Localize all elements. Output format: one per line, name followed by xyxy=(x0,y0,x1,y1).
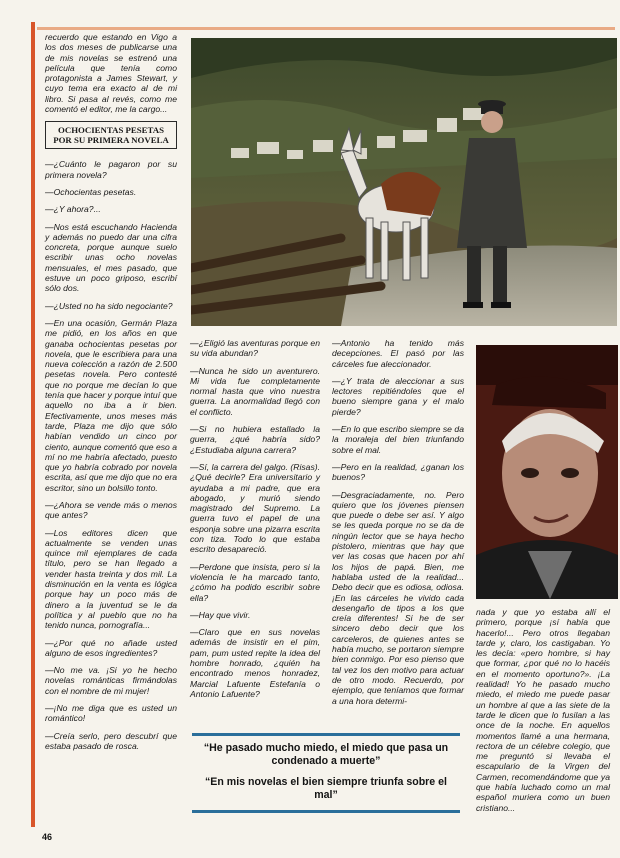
pull-quote-top-rule xyxy=(192,733,460,736)
paragraph: —Nunca he sido un aventurero. Mi vida fue completamente normal hasta que vino nuestra guerra. La anormalidad llegó con el conflicto. xyxy=(190,365,320,417)
page-number: 46 xyxy=(42,832,53,842)
top-accent-rule xyxy=(37,27,615,30)
pull-quote-1: “He pasado mucho miedo, el miedo que pasa un condenado a muerte” xyxy=(203,742,449,767)
paragraph: —Perdone que insista, pero si la violencia le ha marcado tanto, ¿cómo ha podido escribir sobre ella? xyxy=(190,561,320,603)
column-3 xyxy=(332,338,464,713)
paragraph: —Pero en la realidad, ¿ganan los buenos? xyxy=(332,461,464,483)
paragraph: —¿Y trata de aleccionar a sus lectores repitiéndoles que el bueno siempre gana y el malo pierde? xyxy=(332,375,464,417)
pull-quote xyxy=(188,733,464,813)
paragraph: —Claro que en sus novelas además de insistir en el pim, pam, pum usted repite la idea del hombre honrado, ¿quién ha encontrado menos honradez, Marcial Lafuente Estefanía o Antonio Lafuente? xyxy=(190,627,320,699)
landscape-photo-illustration xyxy=(191,38,617,326)
paragraph: —Hay que vivir. xyxy=(190,609,251,620)
paragraph: —En una ocasión, Germán Plaza me pidió, en los años en que ganaba ochocientas pesetas por novela, que le escribiera para una nueva colección a razón de 2.500 pesetas novela. Pero contesté que no porque me decían lo que tenía que hacer y porque intuí que aquello no iba a ir bien. Efectivamente, unos meses más tarde, Plaza me dijo que sólo habían vendido un cinco por ciento, aunque comentó que eso a mí no me habría afectado, puesto que yo habría cobrado por novela escrita, así que me dijo que no era escritor, sino un bolsillo tonto. xyxy=(45,317,177,493)
left-accent-rule xyxy=(31,22,35,827)
paragraph: —¿Usted no ha sido negociante? xyxy=(45,300,173,311)
paragraph: —Desgraciadamente, no. Pero quiero que los jóvenes piensen que puede o debe ser así. Y algo se les queda porque no se da de ningún lector que se haya hecho pistolero, mientras que hay que ver las cosas que hacen por ahí los hijos de papá. Bien, me hablaba usted de la realidad... Debo decir que es odiosa, odiosa. ¡En las cárceles he vivido cada desengaño de tipos a los que creía diferentes! Si he de ser sincero debo decir que los carceleros, de quienes antes se había mucho, se portaron siempre bien conmigo. Por eso pienso que tal vez los den motivo para actuar de otro modo. Recuerdo, por ejemplo, que teníamos que formar a una hora determi- xyxy=(332,489,464,706)
paragraph: —¿Y ahora?... xyxy=(45,204,101,215)
paragraph: —¿Ahora se vende más o menos que antes? xyxy=(45,499,177,521)
paragraph: —¡No me diga que es usted un romántico! xyxy=(45,703,177,724)
paragraph: nada y que yo estaba allí el primero, porque ¡sí había que hacerlo!... Pero otros llegaban tarde y, claro, los castigaban. Yo les decía: «pero hombre, si hay que formar, ¿por qué no lo hacéis en el momento oportuno?». ¡La realidad! Yo he pasado mucho miedo, el miedo me puede pasar un hombre al que a las siete de la tarde le dicen que lo fusilan a las once de la noche. En aquellos momentos llamé a una hermana, rectora de un célebre colegio, que me preguntó si llevaba el escapulario de la Virgen del Carmen, recomendándome que ya que había luchado como un mal español muriera como un buen cristiano... xyxy=(476,607,610,813)
paragraph: —No me va. ¡Si yo he hecho novelas románticas firmándolas con el nombre de mi mujer! xyxy=(45,665,177,696)
paragraph: —Sí, la carrera del galgo. (Risas). ¿Qué decirle? Era universitario y ayudaba a mi padre, que era abogado, y murió siendo magistrado del Supremo. La guerra tuvo el papel de una esponja sobre una pizarra escrita con tiza. Todo lo que estaba escrito desapareció. xyxy=(190,461,320,555)
photo-man-with-donkey xyxy=(191,38,617,326)
pull-quote-2: “En mis novelas el bien siempre triunfa sobre el mal” xyxy=(205,776,447,801)
column-1 xyxy=(45,32,177,758)
portrait-illustration xyxy=(476,345,618,599)
intro-paragraph: recuerdo que estando en Vigo a los dos meses de publicarse una de mis novelas se estrenó una película que tenía como protagonista a James Stewart, y cuyo tema era exacto al de mi libro. Si pasa al revés, como me comentó el editor, me la cargo... xyxy=(45,32,177,115)
paragraph: —Nos está escuchando Hacienda y además no puedo dar una cifra concreta, porque aunque suelo escribir unas ocho novelas mensuales, el mes pasado, que estuve un poco griposo, escribí sólo dos. xyxy=(45,221,177,294)
paragraph: —Ochocientas pesetas. xyxy=(45,186,137,197)
paragraph: —Antonio ha tenido más decepciones. El pasó por las cárceles fue aleccionador. xyxy=(332,338,464,369)
paragraph: —En lo que escribo siempre se da la moraleja del bien triunfando sobre el mal. xyxy=(332,424,464,455)
column-4 xyxy=(476,607,610,820)
column-2 xyxy=(190,338,320,706)
paragraph: —Los editores dicen que actualmente se venden unas quince mil ejemplares de cada título, pero se han llegado a vender hasta treinta y dos mil. La disminución en la venta es lógica porque hay un poco más de dinero a la juventud se le da política y al pueblo que no ha tenido nunca, pornografía... xyxy=(45,527,177,631)
portrait-photo xyxy=(476,345,618,599)
pull-quote-bottom-rule xyxy=(192,810,460,813)
paragraph: —¿Por qué no añade usted alguno de esos ingredientes? xyxy=(45,637,177,658)
paragraph: —¿Cuánto le pagaron por su primera novela? xyxy=(45,159,177,180)
paragraph: —Si no hubiera estallado la guerra, ¿qué habría sido? ¿Estudiaba alguna carrera? xyxy=(190,424,320,455)
section-heading: OCHOCIENTAS PESETAS POR SU PRIMERA NOVELA xyxy=(45,121,177,149)
paragraph: —Creía serlo, pero descubrí que estaba pasado de rosca. xyxy=(45,730,177,751)
paragraph: —¿Eligió las aventuras porque en su vida abundan? xyxy=(190,338,320,359)
